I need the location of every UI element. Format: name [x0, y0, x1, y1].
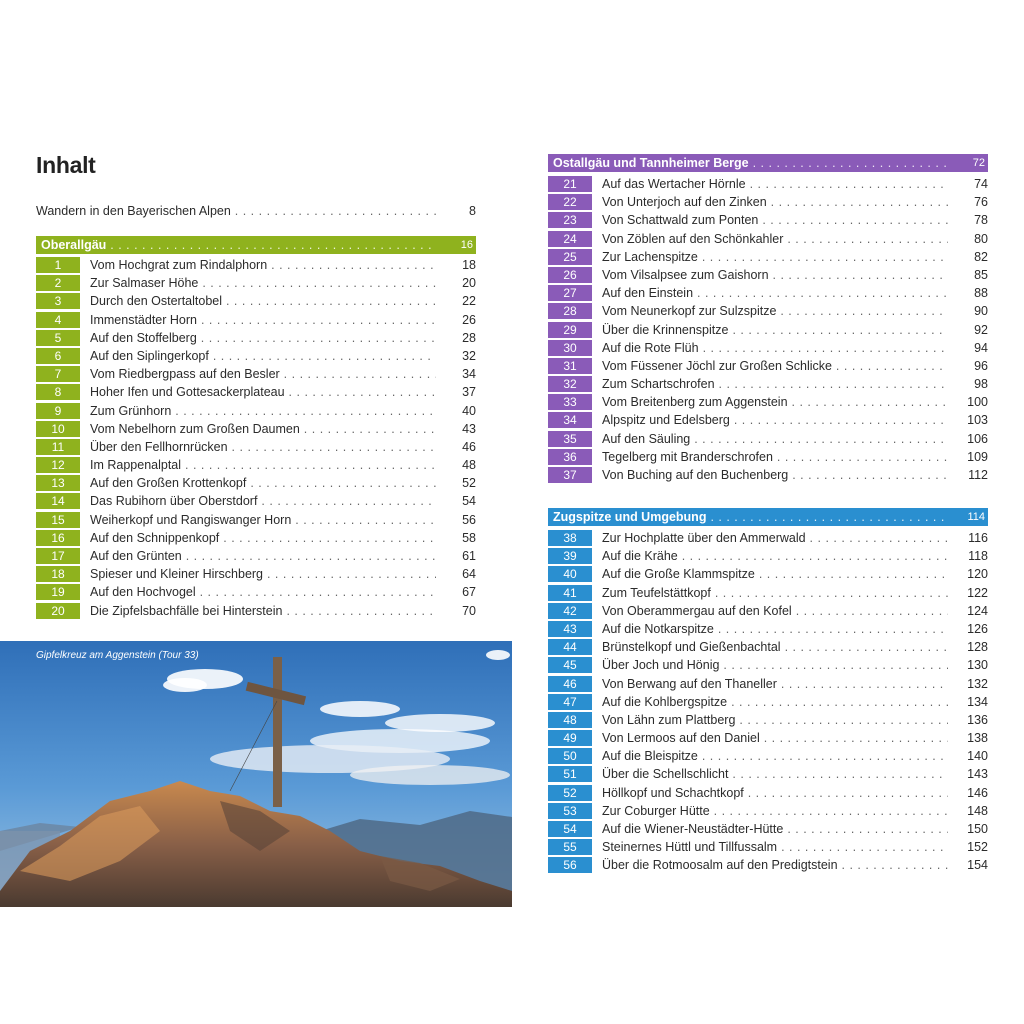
tour-title: Weiherkopf und Rangiswanger Horn . . . [90, 511, 436, 529]
tour-page: 76 [974, 195, 988, 210]
tour-title: Auf den Einstein . . . [602, 284, 948, 302]
tour-page: 106 [967, 431, 988, 446]
toc-entry [548, 175, 988, 193]
toc-entry [36, 529, 476, 547]
tour-title: Über Joch und Hönig . . . [602, 656, 948, 674]
tour-title: Zur Hochplatte über den Ammerwald . . . [602, 529, 948, 547]
section-title: Zugspitze und Umgebung . . . [553, 508, 948, 526]
section-header [548, 154, 988, 172]
section-zugspitze [548, 508, 988, 875]
toc-entry [548, 302, 988, 320]
toc-entry [548, 321, 988, 339]
tour-page: 136 [967, 712, 988, 727]
tour-title: Von Schattwald zum Ponten . . . [602, 211, 948, 229]
tour-title: Höllkopf und Schachtkopf . . . [602, 784, 948, 802]
tour-page: 26 [462, 312, 476, 327]
tour-title: Auf die Rote Flüh . . . [602, 339, 948, 357]
tour-title: Durch den Ostertaltobel . . . [90, 292, 436, 310]
tour-page: 128 [967, 640, 988, 655]
tour-number: 21 [548, 176, 592, 192]
tour-title: Von Oberammergau auf den Kofel . . . [602, 602, 948, 620]
tour-number: 45 [548, 657, 592, 673]
tour-title: Von Berwang auf den Thaneller . . . [602, 675, 948, 693]
tour-title: Zum Teufelstättkopf . . . [602, 584, 948, 602]
tour-page: 120 [967, 567, 988, 582]
tour-number: 27 [548, 285, 592, 301]
toc-entry [548, 529, 988, 547]
tour-number: 46 [548, 676, 592, 692]
tour-number: 15 [36, 512, 80, 528]
toc-entry [36, 292, 476, 310]
tour-number: 19 [36, 584, 80, 600]
tour-number: 4 [36, 312, 80, 328]
tour-number: 41 [548, 585, 592, 601]
tour-page: 61 [462, 549, 476, 563]
tour-number: 32 [548, 376, 592, 392]
toc-entry [548, 856, 988, 874]
tour-page: 85 [974, 267, 988, 282]
page-title: Inhalt [36, 152, 96, 178]
tour-title: Über die Krinnenspitze . . . [602, 321, 948, 339]
tour-page: 138 [967, 731, 988, 746]
tour-title: Auf den Großen Krottenkopf . . . [90, 474, 436, 492]
tour-page: 80 [974, 231, 988, 246]
tour-page: 150 [967, 822, 988, 836]
tour-number: 51 [548, 766, 592, 782]
tour-number: 8 [36, 384, 80, 400]
tour-page: 56 [462, 512, 476, 527]
toc-entry [36, 456, 476, 474]
tour-number: 53 [548, 803, 592, 819]
tour-page: 48 [462, 458, 476, 473]
toc-entry [36, 329, 476, 347]
tour-title: Von Lermoos auf den Daniel . . . [602, 729, 948, 747]
section-header [36, 236, 476, 254]
toc-entry [36, 547, 476, 565]
tour-number: 55 [548, 839, 592, 855]
tour-number: 2 [36, 275, 80, 291]
toc-entry [36, 583, 476, 601]
tour-number: 29 [548, 322, 592, 338]
section-ostallgaeu [548, 154, 988, 484]
tour-page: 74 [974, 177, 988, 191]
tour-title: Zum Grünhorn . . . [90, 402, 436, 420]
toc-entry [36, 274, 476, 292]
tour-page: 58 [462, 530, 476, 545]
tour-title: Auf das Wertacher Hörnle . . . [602, 175, 948, 193]
toc-entry [548, 375, 988, 393]
tour-number: 35 [548, 431, 592, 447]
tour-number: 6 [36, 348, 80, 364]
toc-entry [36, 365, 476, 383]
toc-entry [36, 383, 476, 401]
tour-title: Vom Hochgrat zum Rindalphorn . . . [90, 256, 436, 274]
tour-title: Auf den Säuling . . . [602, 430, 948, 448]
intro-text: Wandern in den Bayerischen Alpen . . . [36, 204, 436, 218]
tour-number: 33 [548, 394, 592, 410]
tour-title: Von Buching auf den Buchenberg . . . [602, 466, 948, 484]
toc-entry [36, 402, 476, 420]
section-page: 114 [967, 511, 985, 523]
tour-number: 42 [548, 603, 592, 619]
toc-entry [36, 311, 476, 329]
tour-number: 25 [548, 249, 592, 265]
tour-number: 5 [36, 330, 80, 346]
tour-number: 36 [548, 449, 592, 465]
toc-entry [548, 466, 988, 484]
section-header [548, 508, 988, 526]
tour-title: Das Rubihorn über Oberstdorf . . . [90, 492, 436, 510]
toc-entry [548, 711, 988, 729]
tour-page: 40 [462, 403, 476, 418]
toc-entry [548, 693, 988, 711]
tour-page: 118 [968, 549, 988, 564]
toc-entry [548, 284, 988, 302]
tour-page: 109 [967, 449, 988, 464]
tour-number: 31 [548, 358, 592, 374]
tour-number: 52 [548, 785, 592, 801]
tour-title: Auf den Hochvogel . . . [90, 583, 436, 601]
tour-title: Auf die Notkarspitze . . . [602, 620, 948, 638]
tour-title: Über die Schellschlicht . . . [602, 765, 948, 783]
tour-page: 20 [462, 276, 476, 291]
tour-title: Vom Breitenberg zum Aggenstein . . . [602, 393, 948, 411]
tour-number: 18 [36, 566, 80, 582]
tour-page: 143 [967, 767, 988, 782]
toc-entry [548, 357, 988, 375]
tour-title: Auf die Wiener-Neustädter-Hütte . . . [602, 820, 948, 838]
tour-page: 98 [974, 377, 988, 392]
tour-number: 11 [36, 439, 80, 455]
section-oberallgaeu [36, 236, 476, 620]
toc-entry [548, 211, 988, 229]
tour-page: 37 [462, 385, 476, 400]
tour-page: 67 [462, 585, 476, 600]
tour-page: 64 [462, 567, 476, 582]
section-title: Oberallgäu . . . [41, 236, 436, 254]
tour-number: 24 [548, 231, 592, 247]
tour-title: Über den Fellhornrücken . . . [90, 438, 436, 456]
tour-page: 146 [967, 785, 988, 800]
tour-page: 112 [968, 468, 988, 482]
tour-page: 18 [462, 258, 476, 272]
toc-entry [548, 193, 988, 211]
intro-entry [36, 204, 476, 222]
tour-page: 96 [974, 358, 988, 373]
tour-page: 140 [967, 749, 988, 764]
toc-entry [548, 547, 988, 565]
tour-page: 132 [967, 676, 988, 691]
tour-title: Die Zipfelsbachfälle bei Hinterstein . . . [90, 602, 436, 620]
toc-entry [36, 420, 476, 438]
tour-page: 154 [967, 858, 988, 873]
tour-title: Vom Füssener Jöchl zur Großen Schlicke . . . [602, 357, 948, 375]
tour-page: 70 [462, 603, 476, 618]
tour-page: 124 [967, 603, 988, 618]
tour-title: Tegelberg mit Branderschrofen . . . [602, 448, 948, 466]
tour-title: Von Unterjoch auf den Zinken . . . [602, 193, 948, 211]
tour-number: 13 [36, 475, 80, 491]
toc-entry [548, 339, 988, 357]
tour-title: Vom Riedbergpass auf den Besler . . . [90, 365, 436, 383]
tour-title: Über die Rotmoosalm auf den Predigtstein . . . [602, 856, 948, 874]
tour-title: Auf den Grünten . . . [90, 547, 436, 565]
tour-number: 12 [36, 457, 80, 473]
toc-entry [548, 820, 988, 838]
tour-page: 100 [967, 395, 988, 410]
tour-title: Brünstelkopf und Gießenbachtal . . . [602, 638, 948, 656]
tour-title: Zur Coburger Hütte . . . [602, 802, 948, 820]
toc-entry [548, 638, 988, 656]
tour-number: 30 [548, 340, 592, 356]
toc-entry [548, 230, 988, 248]
toc-entry [548, 802, 988, 820]
toc-entry [548, 620, 988, 638]
tour-page: 88 [974, 286, 988, 301]
tour-page: 90 [974, 304, 988, 319]
toc-entry [36, 511, 476, 529]
toc-entry [36, 347, 476, 365]
toc-entry [548, 729, 988, 747]
toc-entry [548, 838, 988, 856]
tour-number: 48 [548, 712, 592, 728]
tour-number: 3 [36, 293, 80, 309]
tour-title: Auf den Schnippenkopf . . . [90, 529, 436, 547]
tour-number: 40 [548, 566, 592, 582]
tour-number: 47 [548, 694, 592, 710]
tour-page: 94 [974, 340, 988, 355]
tour-page: 54 [462, 494, 476, 509]
tour-page: 103 [967, 413, 988, 428]
tour-number: 50 [548, 748, 592, 764]
toc-entry [548, 784, 988, 802]
tour-title: Vom Neunerkopf zur Sulzspitze . . . [602, 302, 948, 320]
tour-page: 82 [974, 249, 988, 264]
section-page: 16 [460, 239, 473, 251]
toc-entry [548, 393, 988, 411]
tour-title: Auf die Kohlbergspitze . . . [602, 693, 948, 711]
tour-page: 116 [968, 531, 988, 545]
tour-title: Von Zöblen auf den Schönkahler . . . [602, 230, 948, 248]
toc-entry [548, 266, 988, 284]
tour-title: Vom Nebelhorn zum Großen Daumen . . . [90, 420, 436, 438]
tour-number: 17 [36, 548, 80, 564]
photo-illustration [0, 641, 512, 907]
tour-page: 152 [967, 840, 988, 855]
toc-entry [548, 430, 988, 448]
tour-number: 7 [36, 366, 80, 382]
tour-page: 46 [462, 439, 476, 454]
tour-title: Spieser und Kleiner Hirschberg . . . [90, 565, 436, 583]
section-page: 72 [972, 157, 985, 169]
tour-title: Hoher Ifen und Gottesackerplateau . . . [90, 383, 436, 401]
section-title: Ostallgäu und Tannheimer Berge . . . [553, 154, 948, 172]
tour-page: 22 [462, 294, 476, 309]
toc-entry [36, 602, 476, 620]
toc-entry [36, 565, 476, 583]
tour-title: Auf die Krähe . . . [602, 547, 948, 565]
tour-title: Zur Salmaser Höhe . . . [90, 274, 436, 292]
summit-cross-photo [0, 641, 512, 907]
toc-entry [36, 492, 476, 510]
tour-title: Zur Lachenspitze . . . [602, 248, 948, 266]
tour-page: 78 [974, 213, 988, 228]
toc-entry [548, 248, 988, 266]
tour-title: Steinernes Hüttl und Tillfussalm . . . [602, 838, 948, 856]
tour-number: 44 [548, 639, 592, 655]
tour-page: 122 [967, 585, 988, 600]
intro-page: 8 [469, 204, 476, 218]
tour-number: 37 [548, 467, 592, 483]
tour-title: Zum Schartschrofen . . . [602, 375, 948, 393]
tour-number: 38 [548, 530, 592, 546]
tour-page: 43 [462, 421, 476, 436]
tour-page: 32 [462, 348, 476, 363]
tour-page: 52 [462, 476, 476, 491]
toc-entry [548, 584, 988, 602]
tour-title: Im Rappenalptal . . . [90, 456, 436, 474]
tour-title: Auf den Stoffelberg . . . [90, 329, 436, 347]
tour-page: 148 [967, 803, 988, 818]
tour-title: Vom Vilsalpsee zum Gaishorn . . . [602, 266, 948, 284]
toc-entry [36, 256, 476, 274]
toc-entry [548, 411, 988, 429]
tour-number: 22 [548, 194, 592, 210]
tour-title: Alpspitz und Edelsberg . . . [602, 411, 948, 429]
tour-title: Auf die Große Klammspitze . . . [602, 565, 948, 583]
tour-page: 126 [967, 621, 988, 636]
tour-number: 56 [548, 857, 592, 873]
tour-number: 43 [548, 621, 592, 637]
tour-number: 20 [36, 603, 80, 619]
photo-caption: Gipfelkreuz am Aggenstein (Tour 33) [36, 650, 199, 661]
toc-entry [36, 474, 476, 492]
tour-number: 39 [548, 548, 592, 564]
toc-entry [548, 675, 988, 693]
tour-number: 54 [548, 821, 592, 837]
tour-page: 34 [462, 367, 476, 382]
tour-title: Auf den Siplingerkopf . . . [90, 347, 436, 365]
tour-page: 92 [974, 322, 988, 337]
tour-page: 28 [462, 330, 476, 345]
tour-number: 28 [548, 303, 592, 319]
tour-number: 14 [36, 493, 80, 509]
tour-number: 23 [548, 212, 592, 228]
toc-entry [548, 565, 988, 583]
tour-page: 130 [967, 658, 988, 673]
tour-page: 134 [967, 694, 988, 709]
tour-number: 1 [36, 257, 80, 273]
toc-entry [548, 656, 988, 674]
tour-number: 26 [548, 267, 592, 283]
tour-number: 16 [36, 530, 80, 546]
tour-title: Immenstädter Horn . . . [90, 311, 436, 329]
toc-entry [548, 602, 988, 620]
toc-entry [548, 747, 988, 765]
tour-number: 10 [36, 421, 80, 437]
tour-title: Von Lähn zum Plattberg . . . [602, 711, 948, 729]
toc-entry [36, 438, 476, 456]
tour-title: Auf die Bleispitze . . . [602, 747, 948, 765]
tour-number: 9 [36, 403, 80, 419]
tour-number: 49 [548, 730, 592, 746]
tour-number: 34 [548, 412, 592, 428]
toc-entry [548, 765, 988, 783]
toc-entry [548, 448, 988, 466]
